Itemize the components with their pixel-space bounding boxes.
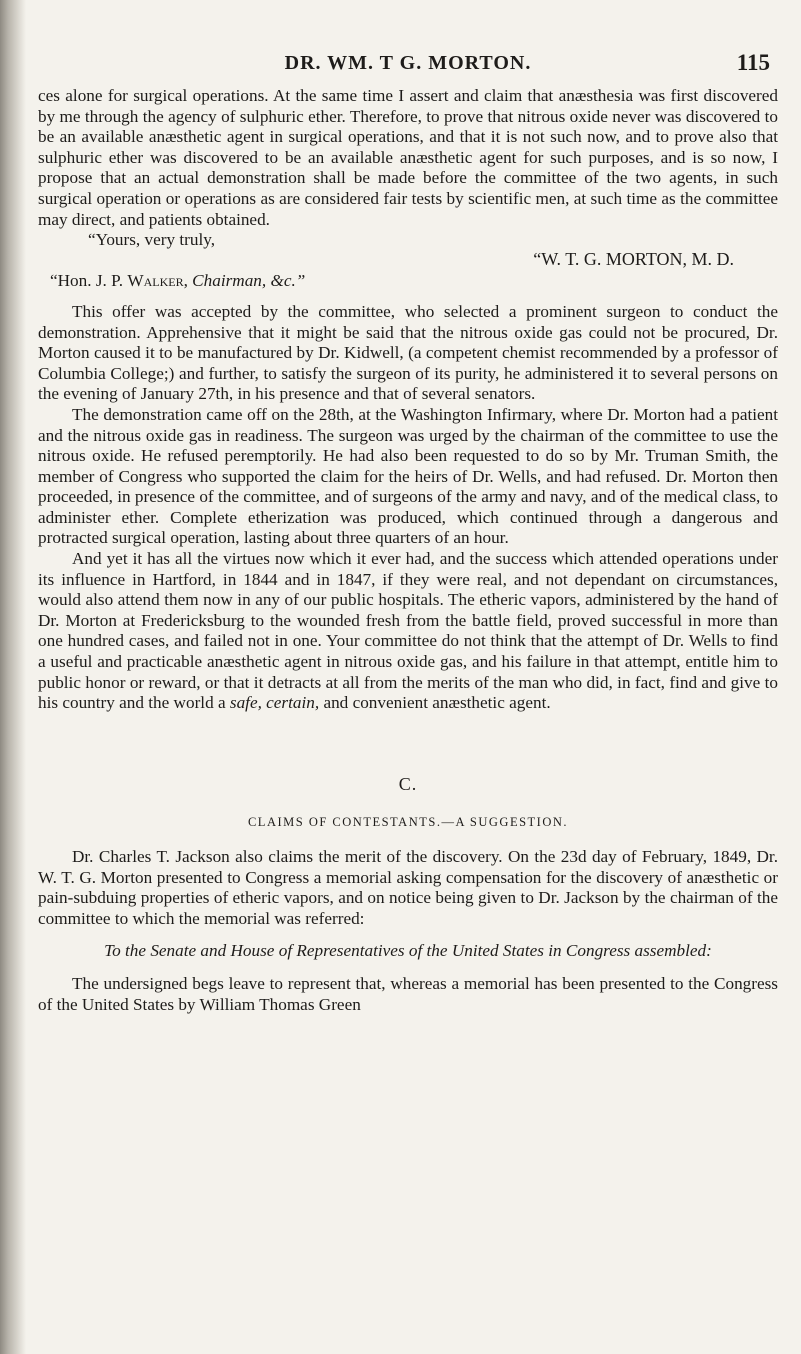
- conclusion-and: and: [319, 693, 353, 713]
- paragraph-conclusion: [38, 549, 778, 714]
- body-text: [38, 86, 778, 1015]
- paragraph-offer-accepted: This offer was accepted by the committee, who selected a prominent surgeon to conduct the demonstration. Apprehensive that it might be said that the nitrous oxide gas could not be procured, Dr. Morton caused it to be manufactured by Dr. Kidwell, (a competent chemist recommended by a professor of Columbia College;) and further, to satisfy the surgeon of its purity, he administered it to several persons on the evening of January 27th, in his presence and that of several senators.: [38, 301, 778, 404]
- letter-addressee: [38, 271, 778, 292]
- page-number: 115: [736, 50, 770, 75]
- running-title: DR. WM. T G. MORTON.: [284, 52, 532, 74]
- paragraph-memorial-start: The undersigned begs leave to represent that, whereas a memorial has been presented to the Congress of the United States by William Thomas Green: [38, 973, 778, 1014]
- section-heading: CLAIMS OF CONTESTANTS.—A SUGGESTION.: [247, 815, 569, 830]
- paragraph-jackson-claim: Dr. Charles T. Jackson also claims the merit of the discovery. On the 23d day of February, 1849, Dr. W. T. G. Morton presented to Congress a memorial asking compensation for the discovery of anæsthetic or pain-subduing properties of etheric vapors, and on notice being given to Dr. Jackson by the chairman of the committee to which the memorial was referred:: [38, 847, 778, 928]
- addressee-name: Walker,: [127, 271, 188, 291]
- conclusion-end: convenient anæsthetic agent.: [352, 693, 551, 713]
- running-head: [38, 50, 778, 80]
- addressee-prefix: “Hon. J. P.: [50, 271, 128, 291]
- section-letter: C.: [398, 773, 418, 794]
- conclusion-emphasis: safe, certain,: [229, 693, 320, 713]
- paragraph-demonstration: The demonstration came off on the 28th, at the Washington Infirmary, where Dr. Morton had a patient and the nitrous oxide gas in readiness. The surgeon was urged by the chairman of the committee to use the nitrous oxide. He refused peremptorily. He had also been requested to do so by Mr. Truman Smith, the member of Congress who supported the claim for the heirs of Dr. Wells, and had refused. Dr. Morton then proceeded, in presence of the committee, and of surgeons of the army and navy, and of the medical class, to administer ether. Complete etherization was produced, which continued through a dangerous and protracted surgical operation, lasting about three quarters of an hour.: [38, 404, 778, 548]
- memorial-heading: To the Senate and House of Representatives of the United States in Congress assembled:: [104, 941, 712, 961]
- conclusion-text: And yet it has all the virtues now which it ever had, and the success which attended operations under its influence in Hartford, in 1844 and in 1847, if they were real, and not dependant on circumstances, would also attend them now in any of our public hospitals. The etheric vapors, administered by the hand of Dr. Morton at Fredericksburg to the wounded fresh from the battle field, proved successful in more than one hundred cases, and failed not in one. Your committee do not think that the attempt of Dr. Wells to find a useful and practicable anæsthetic agent in nitrous oxide gas, and his failure in that attempt, entitle him to public honor or reward, or that it detracts at all from the merits of the man who did, in fact, find and give to his country and the world a: [38, 549, 778, 713]
- letter-closing: “Yours, very truly,: [88, 230, 215, 250]
- addressee-title: Chairman, &c.”: [187, 271, 306, 291]
- letter-signature: “W. T. G. MORTON, M. D.: [533, 248, 734, 269]
- letter-paragraph: ces alone for surgical operations. At the same time I assert and claim that anæsthesia was first discovered by me through the agency of sulphuric ether. Therefore, to prove that nitrous oxide never was discovered to be an available anæsthetic agent in surgical operations, and that it is not such now, and to prove also that sulphuric ether was discovered to be an available anæsthetic agent for such purposes, and is so now, I propose that an actual demonstration shall be made before the committee of the two agents, in such surgical operation or operations as are considered fair tests by scientific men, at such time as the committee may direct, and patients obtained.: [38, 86, 778, 229]
- page-binding-edge: [0, 0, 26, 1354]
